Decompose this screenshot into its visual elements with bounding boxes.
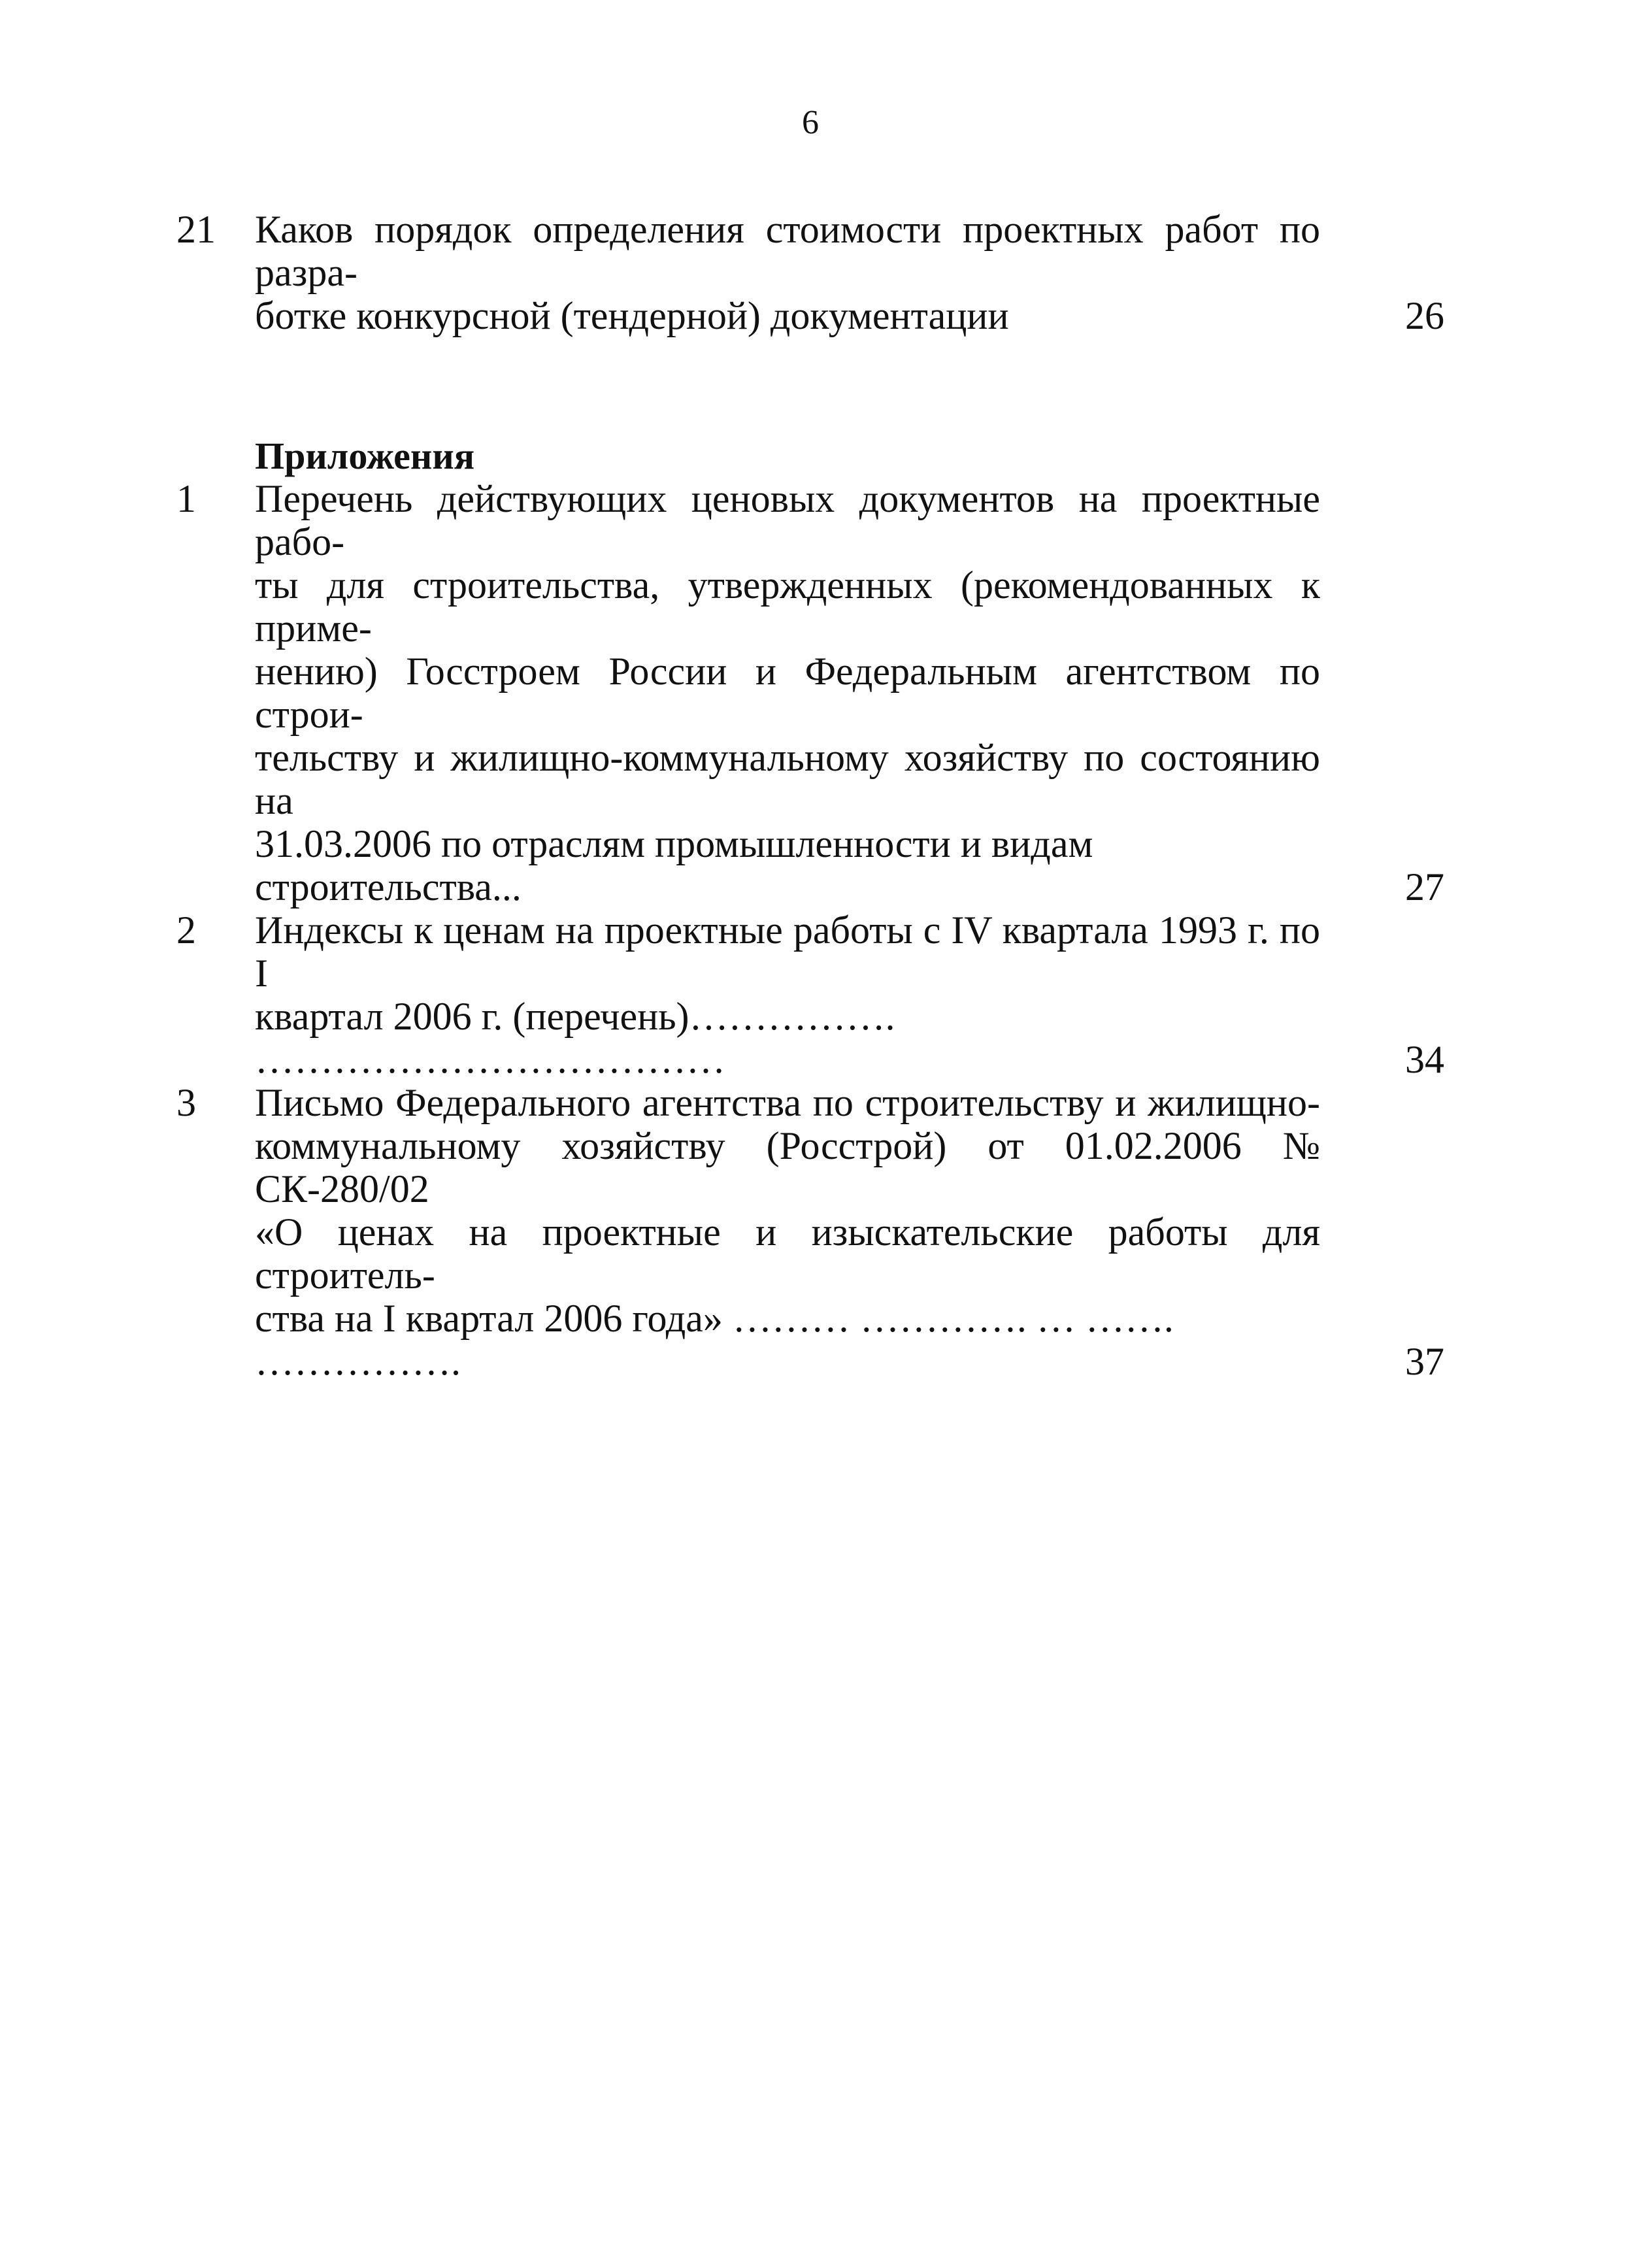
toc-entry-line: Письмо Федерального агентства по строительству и жилищно- xyxy=(255,1081,1320,1124)
toc-entry-page: 37 xyxy=(1405,1340,1444,1383)
toc-entry-number: 1 xyxy=(176,477,196,520)
table-of-contents xyxy=(176,196,1444,1383)
toc-entry-number: 3 xyxy=(176,1081,196,1124)
toc-entry-number: 2 xyxy=(176,909,196,952)
toc-entry-page: 26 xyxy=(1405,294,1444,337)
toc-entry-line: ства на I квартал 2006 года» ……… …………. … ……. ……………. xyxy=(255,1297,1174,1383)
toc-entry-line: коммунальному хозяйству (Росстрой) от 01.02.2006 № СК-280/02 xyxy=(255,1124,1320,1210)
toc-entry-line: «О ценах на проектные и изыскательские работы для строитель- xyxy=(255,1210,1320,1297)
appendix-heading: Приложения xyxy=(255,435,475,477)
toc-entry-line: Индексы к ценам на проектные работы с IV квартала 1993 г. по I xyxy=(255,909,1320,995)
toc-entry-page: 34 xyxy=(1405,1038,1444,1081)
toc-entry-line: квартал 2006 г. (перечень)……………. ……………………………… xyxy=(255,995,895,1081)
toc-appendix-2 xyxy=(176,909,1444,1081)
toc-appendix-3 xyxy=(176,1081,1444,1383)
toc-entry-line: Перечень действующих ценовых документов на проектные рабо- xyxy=(255,477,1320,563)
toc-entry-line: нению) Госстроем России и Федеральным агентством по строи- xyxy=(255,650,1320,736)
toc-entry-line: Каков порядок определения стоимости проектных работ по разра- xyxy=(255,208,1320,294)
toc-entry-line: ты для строительства, утвержденных (рекомендованных к приме- xyxy=(255,563,1320,650)
toc-entry-line: тельству и жилищно-коммунальному хозяйству по состоянию на xyxy=(255,736,1320,822)
toc-entry-page: 27 xyxy=(1405,865,1444,909)
toc-entry-line: 31.03.2006 по отраслям промышленности и видам строительства... xyxy=(255,822,1093,909)
page-number: 6 xyxy=(802,104,819,141)
toc-entry-line: ботке конкурсной (тендерной) документации xyxy=(255,294,1009,337)
toc-entry-text xyxy=(255,1081,1320,1383)
toc-entry-text xyxy=(255,208,1320,337)
toc-entry-text xyxy=(255,477,1320,909)
toc-entry-21 xyxy=(176,208,1444,337)
toc-entry-text xyxy=(255,909,1320,1081)
toc-entry-number: 21 xyxy=(176,208,216,251)
toc-appendix-1 xyxy=(176,477,1444,909)
